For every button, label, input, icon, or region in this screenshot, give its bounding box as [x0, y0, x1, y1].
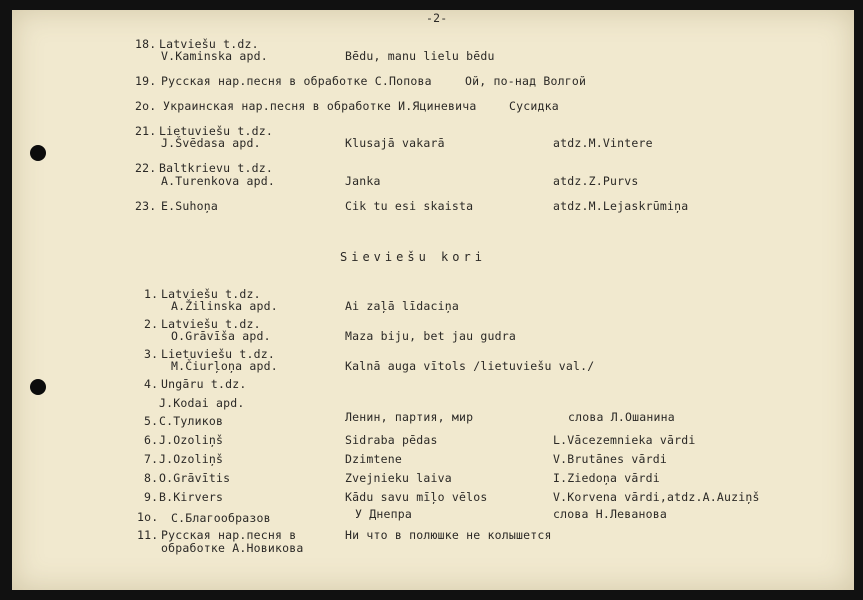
entry-number: 9.	[144, 490, 159, 504]
entry-author: Baltkrievu t.dz.	[159, 161, 273, 175]
entry-number: 19.	[135, 74, 157, 88]
entry-number: 3.	[144, 347, 159, 361]
entry-arranger: A.Turenkova apd.	[161, 174, 275, 188]
entry-note: слова Л.Ошанина	[568, 410, 675, 424]
entry-title: Ленин, партия, мир	[345, 410, 474, 424]
entry-title: Cik tu esi skaista	[345, 199, 474, 213]
entry-title: Maza biju, bet jau gudra	[345, 329, 516, 343]
entry-title: Ни что в полюшке не колышется	[345, 528, 552, 542]
entry-number: 7.	[144, 452, 159, 466]
entry-author: J.Ozoliņš	[159, 433, 224, 447]
entry-number: 22.	[135, 161, 157, 175]
entry-number: 6.	[144, 433, 159, 447]
entry-author: Latviešu t.dz.	[161, 317, 261, 331]
entry-note: atdz.M.Lejaskrūmiņa	[553, 199, 689, 213]
document-page	[12, 10, 854, 590]
page-number: -2-	[426, 11, 448, 25]
entry-number: 1o.	[137, 510, 159, 524]
entry-note: V.Brutānes vārdi	[553, 452, 667, 466]
entry-number: 8.	[144, 471, 159, 485]
entry-arranger: V.Kaminska apd.	[161, 49, 268, 63]
entry-number: 2.	[144, 317, 159, 331]
entry-author: Русская нар.песня в обработке С.Попова	[161, 74, 432, 88]
entry-title: Bēdu, manu lielu bēdu	[345, 49, 495, 63]
section-heading: Sieviešu kori	[340, 250, 486, 264]
entry-author: O.Grāvītis	[159, 471, 231, 485]
entry-author: С.Благообразов	[171, 511, 271, 525]
entry-number: 1.	[144, 287, 159, 301]
punch-hole	[30, 379, 46, 395]
entry-author: Lietuviešu t.dz.	[161, 347, 275, 361]
entry-number: 18.	[135, 37, 157, 51]
entry-title: Kalnā auga vītols /lietuviešu val./	[345, 359, 595, 373]
entry-arranger: обработке А.Новикова	[161, 541, 304, 555]
entry-title: Сусидка	[509, 99, 559, 113]
entry-author: Русская нар.песня в	[161, 528, 297, 542]
entry-title: Ой, по-над Волгой	[465, 74, 587, 88]
entry-number: 4.	[144, 377, 159, 391]
entry-author: Lietuviešu t.dz.	[159, 124, 273, 138]
entry-author: E.Suhoņa	[161, 199, 218, 213]
entry-author: С.Туликов	[159, 414, 224, 428]
entry-number: 23.	[135, 199, 157, 213]
entry-author: J.Ozoliņš	[159, 452, 224, 466]
entry-title: Klusajā vakarā	[345, 136, 445, 150]
entry-title: Kādu savu mīļo vēlos	[345, 490, 488, 504]
entry-author: B.Kirvers	[159, 490, 224, 504]
entry-author: Украинская нар.песня в обработке И.Яциневича	[163, 99, 477, 113]
entry-author: Ungāru t.dz.	[161, 377, 247, 391]
entry-title: Ai zaļā līdaciņa	[345, 299, 459, 313]
entry-arranger: A.Žilinska apd.	[171, 299, 278, 313]
entry-note: I.Ziedoņa vārdi	[553, 471, 660, 485]
entry-note: atdz.M.Vintere	[553, 136, 653, 150]
entry-title: Sidraba pēdas	[345, 433, 438, 447]
entry-title: Dzimtene	[345, 452, 402, 466]
entry-author: Latviešu t.dz.	[161, 287, 261, 301]
entry-title: Janka	[345, 174, 381, 188]
entry-number: 5.	[144, 414, 159, 428]
entry-note: L.Vācezemnieka vārdi	[553, 433, 696, 447]
entry-arranger: O.Grāvīša apd.	[171, 329, 271, 343]
entry-arranger: J.Švēdasa apd.	[161, 136, 261, 150]
entry-author: Latviešu t.dz.	[159, 37, 259, 51]
entry-note: слова Н.Леванова	[553, 507, 667, 521]
entry-number: 2o.	[135, 99, 157, 113]
entry-note: V.Korvena vārdi,atdz.A.Auziņš	[553, 490, 760, 504]
entry-title: У Днепра	[355, 507, 412, 521]
entry-note: atdz.Z.Purvs	[553, 174, 639, 188]
entry-title: Zvejnieku laiva	[345, 471, 452, 485]
entry-arranger: J.Kodai apd.	[159, 396, 245, 410]
entry-arranger: M.Čiurļoņa apd.	[171, 359, 278, 373]
entry-number: 11.	[137, 528, 159, 542]
punch-hole	[30, 145, 46, 161]
entry-number: 21.	[135, 124, 157, 138]
